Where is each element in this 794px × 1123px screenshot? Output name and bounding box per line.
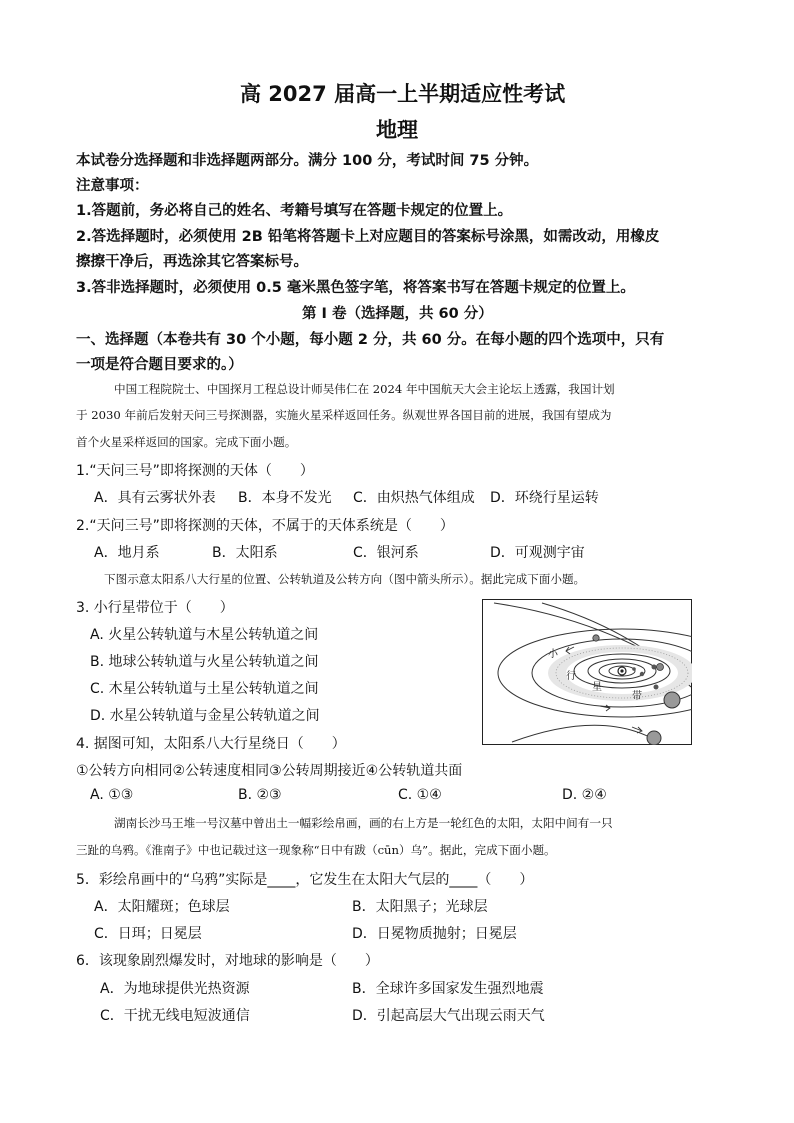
note-2-line-1: 2.答选择题时，必须使用 2B 铅笔将答题卡上对应题目的答案标号涂黑，如需改动，用橡皮 <box>76 229 660 245</box>
q3-option-c: C. 木星公转轨道与土星公转轨道之间 <box>90 681 319 697</box>
q4-option-d: D. ②④ <box>562 787 607 803</box>
q6-option-b: B．全球许多国家发生强烈地震 <box>352 981 544 997</box>
belt-label-3: 星 <box>592 682 602 693</box>
passage-2-line-1: 下图示意太阳系八大行星的位置、公转轨道及公转方向（图中箭头所示）。据此完成下面小题。 <box>104 572 586 586</box>
belt-label-1: 小 <box>548 649 558 660</box>
q3-option-a: A. 火星公转轨道与木星公转轨道之间 <box>90 627 319 643</box>
part-1-title: 第 I 卷（选择题，共 60 分） <box>302 306 493 322</box>
question-5-stem: 5．彩绘帛画中的“乌鸦”实际是____，它发生在太阳大气层的____（ ） <box>76 872 534 888</box>
note-1: 1.答题前，务必将自己的姓名、考籍号填写在答题卡规定的位置上。 <box>76 203 513 219</box>
exam-title: 高 2027 届高一上半期适应性考试 <box>240 82 566 106</box>
question-3-stem: 3. 小行星带位于（ ） <box>76 600 234 616</box>
jupiter-icon <box>657 664 664 671</box>
q2-option-b: B．太阳系 <box>212 545 278 561</box>
q1-option-d: D．环绕行星运转 <box>490 490 599 506</box>
q6-option-a: A．为地球提供光热资源 <box>100 981 250 997</box>
section-heading-line-2: 一项是符合题目要求的。） <box>76 357 243 373</box>
q6-option-c: C．干扰无线电短波通信 <box>100 1008 250 1024</box>
mars-icon <box>654 685 659 690</box>
q1-option-c: C．由炽热气体组成 <box>353 490 475 506</box>
q4-option-c: C. ①④ <box>398 787 442 803</box>
solar-system-diagram <box>482 599 692 745</box>
venus-icon <box>640 672 644 676</box>
section-heading-line-1: 一、选择题（本卷共有 30 个小题，每小题 2 分，共 60 分。在每小题的四个选项中，只有 <box>76 332 665 348</box>
earth-icon <box>652 665 657 670</box>
question-4-statements: ①公转方向相同②公转速度相同③公转周期接近④公转轨道共面 <box>76 763 463 779</box>
q1-option-b: B．本身不发光 <box>238 490 332 506</box>
uranus-icon <box>647 731 661 745</box>
saturn-icon <box>664 692 680 708</box>
passage-1-line-1: 中国工程院院士、中国探月工程总设计师吴伟仁在 2024 年中国航天大会主论坛上透露，我国计划 <box>114 382 615 396</box>
passage-1-line-3: 首个火星采样返回的国家。完成下面小题。 <box>76 435 297 449</box>
q2-option-c: C．银河系 <box>353 545 419 561</box>
q2-option-d: D．可观测宇宙 <box>490 545 585 561</box>
q6-option-d: D．引起高层大气出现云雨天气 <box>352 1008 545 1024</box>
q3-option-b: B. 地球公转轨道与火星公转轨道之间 <box>90 654 319 670</box>
passage-3-line-2: 三趾的乌鸦。《淮南子》中也记载过这一现象称“日中有跋（cūn）乌”。据此，完成下面小题。 <box>76 843 556 857</box>
question-4-stem: 4. 据图可知，太阳系八大行星绕日（ ） <box>76 736 346 752</box>
neptune-icon <box>593 635 599 641</box>
passage-1-line-2: 于 2030 年前后发射天问三号探测器，实施火星采样返回任务。纵观世界各国目前的进展，我国有望成为 <box>76 408 612 422</box>
q2-option-a: A．地月系 <box>94 545 160 561</box>
q5-option-d: D．日冕物质抛射；日冕层 <box>352 926 517 942</box>
q3-option-d: D. 水星公转轨道与金星公转轨道之间 <box>90 708 320 724</box>
note-2-line-2: 擦擦干净后，再选涂其它答案标号。 <box>76 254 308 270</box>
solar-system-figure <box>482 599 692 745</box>
q4-option-b: B. ②③ <box>238 787 282 803</box>
question-6-stem: 6．该现象剧烈爆发时，对地球的影响是（ ） <box>76 953 379 969</box>
question-2-stem: 2.“天问三号”即将探测的天体，不属于的天体系统是（ ） <box>76 518 454 534</box>
notes-label: 注意事项： <box>76 178 149 194</box>
q5-option-c: C．日珥；日冕层 <box>94 926 202 942</box>
q4-option-a: A. ①③ <box>90 787 134 803</box>
belt-label-4: 带 <box>632 691 642 702</box>
belt-label-2: 行 <box>566 671 576 682</box>
q1-option-a: A．具有云雾状外表 <box>94 490 216 506</box>
q5-option-b: B．太阳黑子；光球层 <box>352 899 488 915</box>
question-1-stem: 1.“天问三号”即将探测的天体（ ） <box>76 463 314 479</box>
mercury-icon <box>632 667 636 671</box>
note-3: 3.答非选择题时，必须使用 0.5 毫米黑色签字笔，将答案书写在答题卡规定的位置上。 <box>76 280 635 296</box>
q5-option-a: A．太阳耀斑；色球层 <box>94 899 230 915</box>
subject-title: 地理 <box>376 118 418 142</box>
passage-3-line-1: 湖南长沙马王堆一号汉墓中曾出土一幅彩绘帛画，画的右上方是一轮红色的太阳，太阳中间有一只 <box>114 816 613 830</box>
exam-intro: 本试卷分选择题和非选择题两部分。满分 100 分，考试时间 75 分钟。 <box>76 153 539 169</box>
